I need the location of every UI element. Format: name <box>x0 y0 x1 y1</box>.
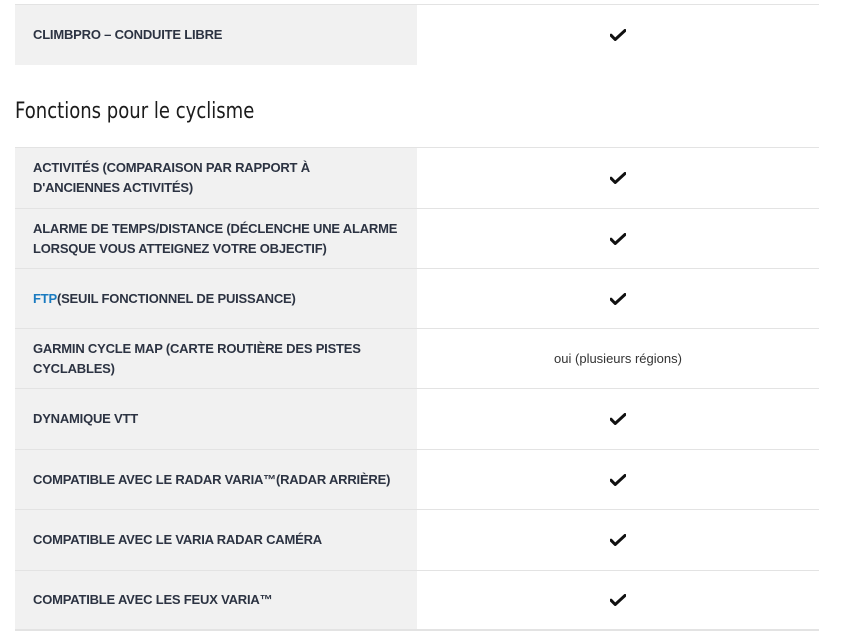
table-row <box>15 389 819 450</box>
feature-value <box>417 571 819 629</box>
feature-value <box>417 450 819 509</box>
feature-label: CLIMBPRO – CONDUITE LIBRE <box>15 5 417 65</box>
feature-label: COMPATIBLE AVEC LES FEUX VARIA™ <box>15 571 417 629</box>
table-row <box>15 269 819 329</box>
top-feature-table <box>15 4 819 65</box>
feature-label: COMPATIBLE AVEC LE RADAR VARIA™(RADAR ARRIÈRE) <box>15 450 417 509</box>
check-icon <box>610 172 626 184</box>
table-row <box>15 148 819 209</box>
feature-value <box>417 5 819 65</box>
check-icon <box>610 474 626 486</box>
feature-value <box>417 148 819 208</box>
feature-value <box>417 510 819 570</box>
feature-value-text: oui (plusieurs régions) <box>554 351 682 366</box>
cycling-features-table <box>15 147 819 631</box>
feature-label: ALARME DE TEMPS/DISTANCE (DÉCLENCHE UNE ALARME LORSQUE VOUS ATTEIGNEZ VOTRE OBJECTIF) <box>15 209 417 268</box>
check-icon <box>610 233 626 245</box>
feature-label <box>15 269 417 328</box>
check-icon <box>610 413 626 425</box>
table-row <box>15 329 819 389</box>
feature-value <box>417 389 819 449</box>
check-icon <box>610 293 626 305</box>
feature-label: GARMIN CYCLE MAP (CARTE ROUTIÈRE DES PISTES CYCLABLES) <box>15 329 417 388</box>
feature-value <box>417 269 819 328</box>
feature-value <box>417 209 819 268</box>
ftp-link[interactable]: FTP <box>33 290 57 306</box>
table-row <box>15 5 819 65</box>
table-row <box>15 571 819 631</box>
table-row <box>15 450 819 510</box>
feature-label: COMPATIBLE AVEC LE VARIA RADAR CAMÉRA <box>15 510 417 570</box>
table-row <box>15 510 819 571</box>
feature-label: ACTIVITÉS (COMPARAISON PAR RAPPORT À D'ANCIENNES ACTIVITÉS) <box>15 148 417 208</box>
table-row <box>15 209 819 269</box>
section-title: Fonctions pour le cyclisme <box>15 99 255 124</box>
check-icon <box>610 594 626 606</box>
check-icon <box>610 534 626 546</box>
check-icon <box>610 29 626 41</box>
feature-label: DYNAMIQUE VTT <box>15 389 417 449</box>
feature-label-text: (SEUIL FONCTIONNEL DE PUISSANCE) <box>56 290 296 306</box>
